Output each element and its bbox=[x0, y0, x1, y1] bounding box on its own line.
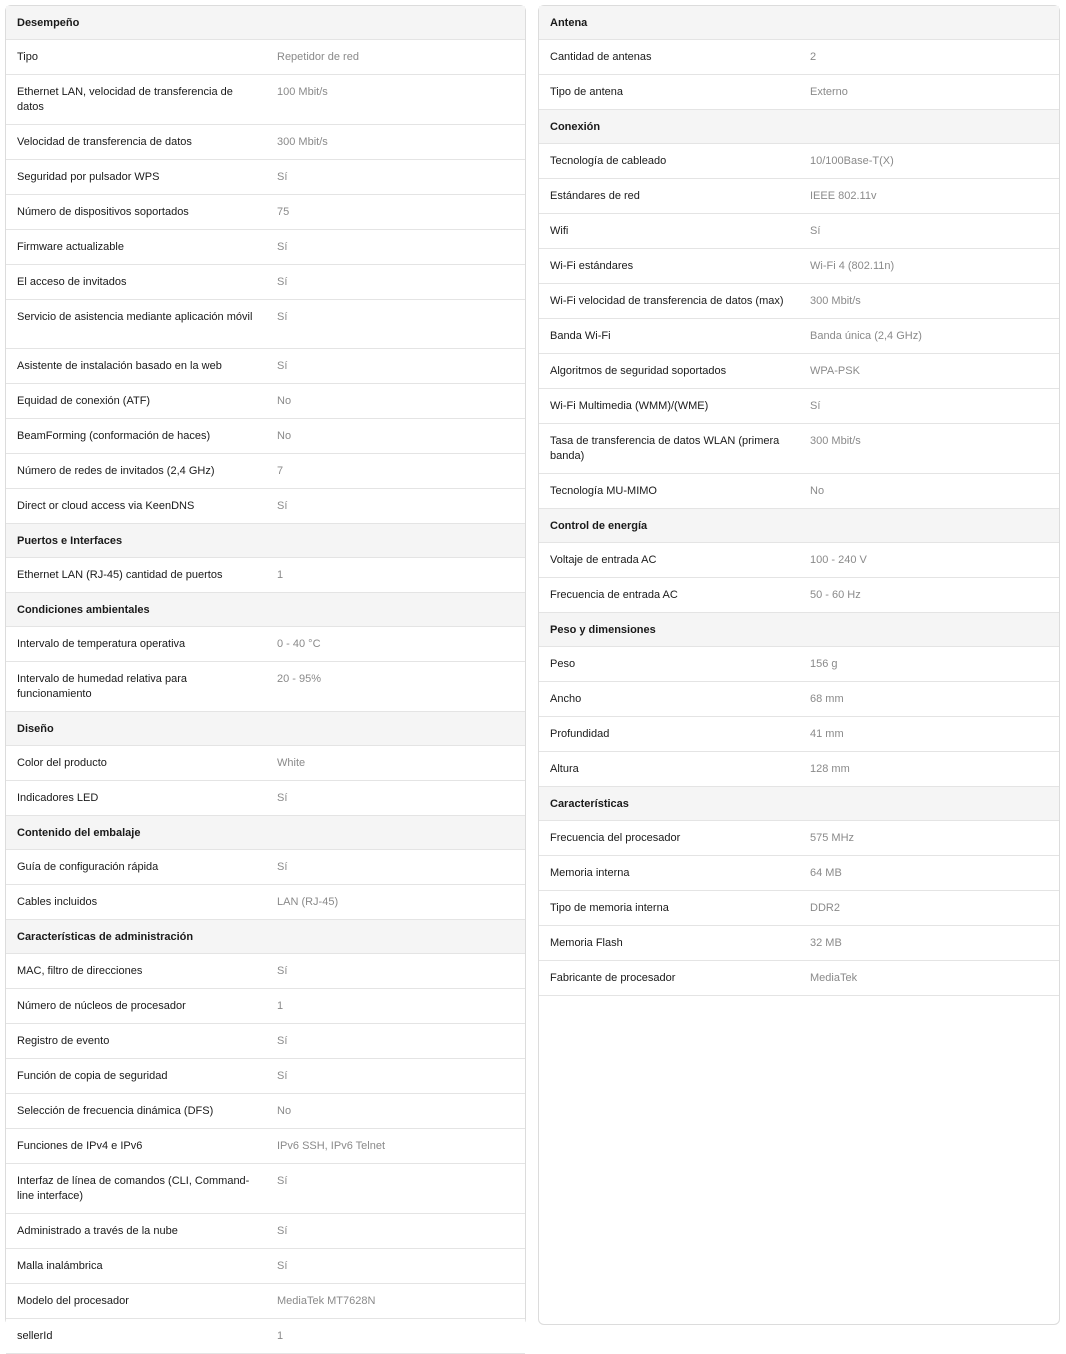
spec-label: Color del producto bbox=[17, 757, 107, 769]
spec-row bbox=[6, 125, 525, 160]
section-title: Conexión bbox=[550, 120, 601, 133]
spec-row bbox=[539, 891, 1059, 926]
spec-value: 300 Mbit/s bbox=[277, 136, 328, 148]
section-header-caracteristicas bbox=[539, 787, 1059, 821]
section-header-condiciones-ambientales bbox=[6, 593, 525, 627]
spec-label: Servicio de asistencia mediante aplicación móvil bbox=[17, 311, 253, 323]
spec-row bbox=[6, 989, 525, 1024]
spec-label: Función de copia de seguridad bbox=[17, 1070, 168, 1082]
section-title: Peso y dimensiones bbox=[550, 623, 656, 636]
spec-row bbox=[6, 885, 525, 920]
spec-label: Tipo de antena bbox=[550, 86, 623, 98]
spec-value: WPA-PSK bbox=[810, 365, 860, 377]
section-title: Puertos e Interfaces bbox=[17, 534, 123, 547]
spec-label: Wi-Fi velocidad de transferencia de datos (max) bbox=[550, 295, 784, 307]
spec-row bbox=[6, 954, 525, 989]
section-header-peso-y-dimensiones bbox=[539, 613, 1059, 647]
spec-label: Selección de frecuencia dinámica (DFS) bbox=[17, 1105, 214, 1117]
spec-row bbox=[6, 1059, 525, 1094]
section-title: Condiciones ambientales bbox=[17, 603, 150, 616]
section-header-control-de-energia bbox=[539, 509, 1059, 543]
spec-label: Peso bbox=[550, 658, 576, 670]
section-title: Características bbox=[550, 797, 629, 810]
spec-label: Guía de configuración rápida bbox=[17, 861, 159, 873]
spec-row bbox=[539, 926, 1059, 961]
spec-label: Memoria Flash bbox=[550, 937, 623, 949]
spec-value: Sí bbox=[277, 792, 288, 804]
spec-value: MediaTek MT7628N bbox=[277, 1295, 376, 1307]
spec-row bbox=[539, 249, 1059, 284]
spec-label: Profundidad bbox=[550, 728, 610, 740]
spec-label: Frecuencia de entrada AC bbox=[550, 589, 678, 601]
spec-value: Sí bbox=[277, 241, 288, 253]
spec-row bbox=[6, 1249, 525, 1284]
spec-row bbox=[539, 179, 1059, 214]
spec-value: Sí bbox=[277, 1175, 288, 1187]
spec-value: 10/100Base-T(X) bbox=[810, 155, 894, 167]
spec-row bbox=[6, 265, 525, 300]
spec-value: IEEE 802.11v bbox=[810, 190, 877, 202]
spec-value: 2 bbox=[810, 51, 817, 63]
spec-row bbox=[6, 1284, 525, 1319]
spec-label: Intervalo de temperatura operativa bbox=[17, 638, 186, 650]
spec-label: Asistente de instalación basado en la web bbox=[17, 360, 222, 372]
spec-label: Ancho bbox=[550, 693, 582, 705]
section-title: Características de administración bbox=[17, 930, 194, 943]
spec-row bbox=[539, 821, 1059, 856]
spec-row bbox=[6, 1094, 525, 1129]
spec-row bbox=[6, 230, 525, 265]
spec-label: Voltaje de entrada AC bbox=[550, 554, 657, 566]
spec-value: Sí bbox=[277, 1260, 288, 1272]
spec-value: Sí bbox=[277, 861, 288, 873]
spec-value: Sí bbox=[277, 1225, 288, 1237]
spec-value: Wi-Fi 4 (802.11n) bbox=[810, 260, 895, 272]
spec-value: 300 Mbit/s bbox=[810, 435, 861, 447]
spec-label: Firmware actualizable bbox=[17, 241, 124, 253]
spec-value: Sí bbox=[277, 500, 288, 512]
section-header-puertos-e-interfaces bbox=[6, 524, 525, 558]
spec-value: No bbox=[277, 430, 292, 442]
spec-label: Algoritmos de seguridad soportados bbox=[550, 365, 727, 377]
spec-label: Indicadores LED bbox=[17, 792, 99, 804]
spec-label: BeamForming (conformación de haces) bbox=[17, 430, 211, 442]
spec-label: Funciones de IPv4 e IPv6 bbox=[17, 1140, 143, 1152]
spec-row bbox=[539, 214, 1059, 249]
spec-value: 20 - 95% bbox=[277, 673, 322, 685]
spec-row bbox=[6, 1164, 525, 1214]
section-title: Contenido del embalaje bbox=[17, 826, 141, 839]
spec-row bbox=[6, 454, 525, 489]
spec-value: 156 g bbox=[810, 658, 838, 670]
spec-value: Externo bbox=[810, 86, 848, 98]
spec-label: Tipo bbox=[17, 51, 38, 63]
spec-label: Wifi bbox=[550, 225, 569, 237]
spec-value: No bbox=[277, 1105, 292, 1117]
spec-value: 1 bbox=[277, 1000, 284, 1012]
spec-value: 100 Mbit/s bbox=[277, 86, 328, 98]
spec-label: Interfaz de línea de comandos (CLI, Command-line interface) bbox=[17, 1175, 250, 1202]
spec-label: Número de dispositivos soportados bbox=[17, 206, 189, 218]
spec-row bbox=[539, 543, 1059, 578]
spec-row bbox=[6, 489, 525, 524]
spec-value: 41 mm bbox=[810, 728, 844, 740]
spec-label: El acceso de invitados bbox=[17, 276, 127, 288]
spec-row bbox=[6, 75, 525, 125]
spec-value: 0 - 40 °C bbox=[277, 638, 321, 650]
spec-value: Sí bbox=[810, 225, 821, 237]
spec-value: 64 MB bbox=[810, 867, 842, 879]
spec-row bbox=[6, 1214, 525, 1249]
spec-row bbox=[6, 195, 525, 230]
spec-row bbox=[6, 384, 525, 419]
spec-row bbox=[6, 850, 525, 885]
spec-value: 100 - 240 V bbox=[810, 554, 867, 566]
spec-label: Cables incluidos bbox=[17, 896, 98, 908]
spec-row bbox=[539, 682, 1059, 717]
spec-value: Sí bbox=[277, 965, 288, 977]
spec-row bbox=[6, 40, 525, 75]
spec-row bbox=[539, 856, 1059, 891]
spec-row bbox=[539, 144, 1059, 179]
spec-label: Wi-Fi estándares bbox=[550, 260, 634, 272]
spec-label: Fabricante de procesador bbox=[550, 972, 676, 984]
spec-label: Número de redes de invitados (2,4 GHz) bbox=[17, 465, 215, 477]
spec-table-left bbox=[5, 5, 526, 1342]
spec-value: Sí bbox=[277, 311, 288, 323]
spec-value: 575 MHz bbox=[810, 832, 855, 844]
spec-row bbox=[539, 40, 1059, 75]
spec-value: 128 mm bbox=[810, 763, 850, 775]
section-title: Desempeño bbox=[17, 16, 80, 29]
spec-row bbox=[539, 319, 1059, 354]
spec-row bbox=[539, 284, 1059, 319]
spec-value: Sí bbox=[810, 400, 821, 412]
section-header-contenido-del-embalaje bbox=[6, 816, 525, 850]
section-header-diseno bbox=[6, 712, 525, 746]
spec-value: Sí bbox=[277, 1035, 288, 1047]
spec-row bbox=[539, 961, 1059, 996]
spec-row bbox=[539, 424, 1059, 474]
spec-label: Intervalo de humedad relativa para funcionamiento bbox=[17, 673, 187, 700]
spec-label: sellerId bbox=[17, 1330, 53, 1342]
spec-row bbox=[539, 578, 1059, 613]
section-title: Diseño bbox=[17, 722, 54, 735]
spec-value: Sí bbox=[277, 1070, 288, 1082]
spec-label: Velocidad de transferencia de datos bbox=[17, 136, 192, 148]
spec-label: Altura bbox=[550, 763, 579, 775]
spec-value: 1 bbox=[277, 569, 284, 581]
spec-value: Repetidor de red bbox=[277, 51, 359, 63]
spec-value: LAN (RJ-45) bbox=[277, 896, 339, 908]
spec-row bbox=[6, 781, 525, 816]
spec-label: Tasa de transferencia de datos WLAN (primera banda) bbox=[550, 435, 780, 462]
spec-row bbox=[6, 1024, 525, 1059]
spec-label: Administrado a través de la nube bbox=[17, 1225, 178, 1237]
spec-table-right bbox=[538, 5, 1060, 1325]
spec-row bbox=[539, 752, 1059, 787]
spec-label: Modelo del procesador bbox=[17, 1295, 129, 1307]
section-header-desempeno bbox=[6, 6, 525, 40]
spec-row bbox=[6, 662, 525, 712]
spec-label: Tecnología de cableado bbox=[550, 155, 667, 167]
spec-label: Registro de evento bbox=[17, 1035, 110, 1047]
spec-row bbox=[6, 160, 525, 195]
spec-label: Wi-Fi Multimedia (WMM)/(WME) bbox=[550, 400, 709, 412]
spec-value: Sí bbox=[277, 360, 288, 372]
spec-label: Direct or cloud access via KeenDNS bbox=[17, 500, 195, 512]
spec-row bbox=[539, 389, 1059, 424]
spec-value: Banda única (2,4 GHz) bbox=[810, 330, 922, 342]
spec-label: Seguridad por pulsador WPS bbox=[17, 171, 160, 183]
spec-value: Sí bbox=[277, 276, 288, 288]
spec-label: Ethernet LAN, velocidad de transferencia de datos bbox=[17, 86, 233, 113]
spec-value: 7 bbox=[277, 465, 284, 477]
spec-label: Frecuencia del procesador bbox=[550, 832, 681, 844]
spec-row bbox=[6, 1319, 525, 1354]
spec-value: 1 bbox=[277, 1330, 284, 1342]
spec-label: Ethernet LAN (RJ-45) cantidad de puertos bbox=[17, 569, 223, 581]
spec-row bbox=[539, 75, 1059, 110]
spec-value: 75 bbox=[277, 206, 290, 218]
spec-row bbox=[6, 349, 525, 384]
spec-label: MAC, filtro de direcciones bbox=[17, 965, 143, 977]
spec-row bbox=[6, 419, 525, 454]
section-title: Antena bbox=[550, 16, 588, 29]
spec-label: Tecnología MU-MIMO bbox=[550, 485, 657, 497]
spec-label: Banda Wi-Fi bbox=[550, 330, 611, 342]
spec-row bbox=[539, 354, 1059, 389]
spec-label: Cantidad de antenas bbox=[550, 51, 652, 63]
spec-row bbox=[6, 300, 525, 349]
spec-value: 300 Mbit/s bbox=[810, 295, 861, 307]
spec-row bbox=[539, 647, 1059, 682]
spec-value: 68 mm bbox=[810, 693, 844, 705]
spec-row bbox=[6, 627, 525, 662]
spec-value: 50 - 60 Hz bbox=[810, 589, 861, 601]
section-header-caracteristicas-de-administracion bbox=[6, 920, 525, 954]
spec-row bbox=[6, 746, 525, 781]
spec-label: Equidad de conexión (ATF) bbox=[17, 395, 151, 407]
section-header-conexion bbox=[539, 110, 1059, 144]
spec-value: No bbox=[277, 395, 292, 407]
section-header-antena bbox=[539, 6, 1059, 40]
spec-label: Número de núcleos de procesador bbox=[17, 1000, 186, 1012]
spec-value: Sí bbox=[277, 171, 288, 183]
spec-label: Estándares de red bbox=[550, 190, 640, 202]
spec-value: MediaTek bbox=[810, 972, 858, 984]
spec-label: Malla inalámbrica bbox=[17, 1260, 103, 1272]
section-title: Control de energía bbox=[550, 519, 648, 532]
spec-row bbox=[539, 474, 1059, 509]
spec-value: IPv6 SSH, IPv6 Telnet bbox=[277, 1140, 386, 1152]
spec-row bbox=[539, 717, 1059, 752]
spec-value: 32 MB bbox=[810, 937, 842, 949]
spec-row bbox=[6, 1129, 525, 1164]
spec-value: DDR2 bbox=[810, 902, 840, 914]
spec-value: White bbox=[277, 757, 306, 769]
spec-value: No bbox=[810, 485, 825, 497]
spec-row bbox=[6, 558, 525, 593]
spec-label: Tipo de memoria interna bbox=[550, 902, 669, 914]
spec-label: Memoria interna bbox=[550, 867, 630, 879]
